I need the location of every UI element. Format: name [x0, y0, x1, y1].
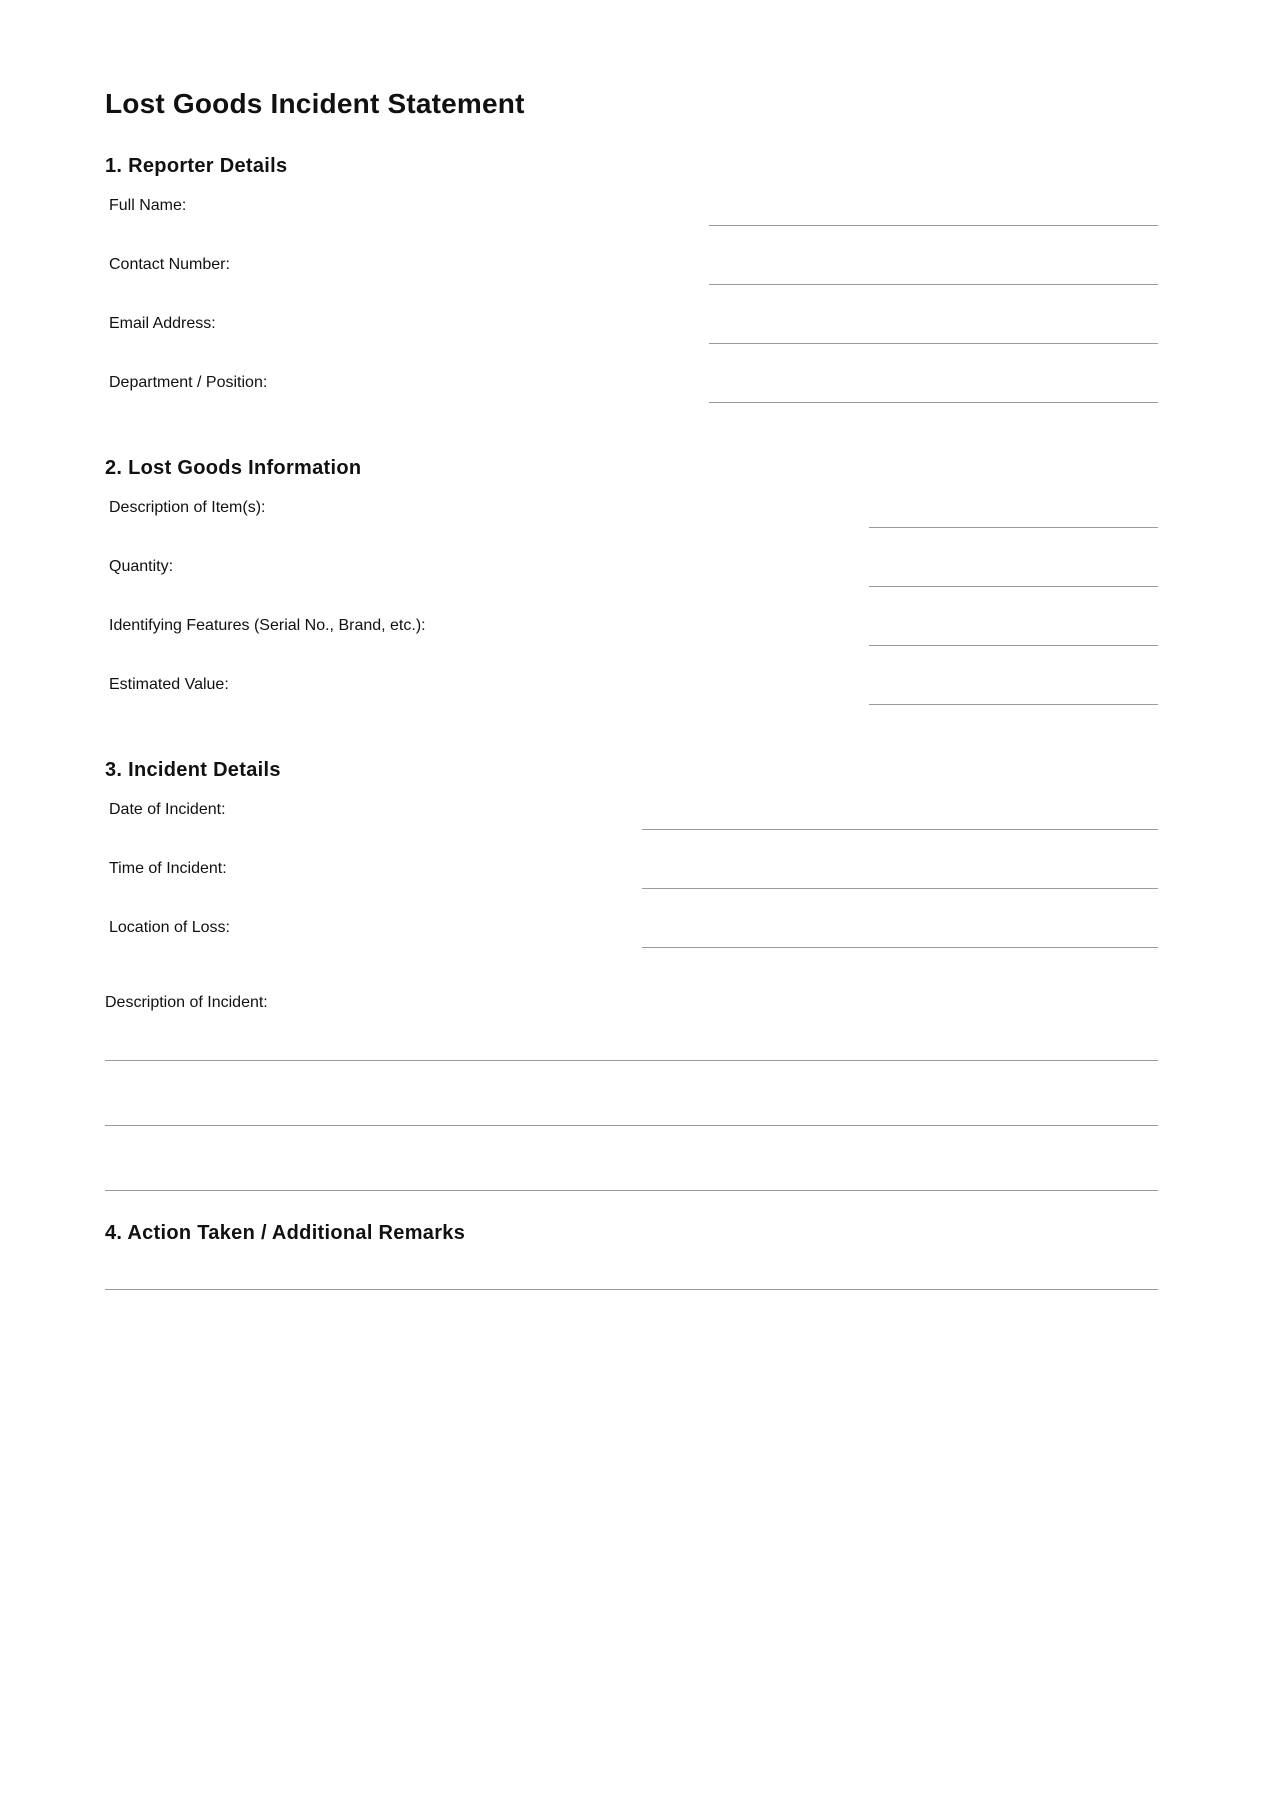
section-heading-incident: 3. Incident Details: [105, 759, 281, 781]
identifying-features-line[interactable]: [869, 645, 1158, 646]
section-heading-lost-goods: 2. Lost Goods Information: [105, 457, 362, 479]
incident-date-line[interactable]: [642, 829, 1158, 830]
quantity-label: Quantity:: [109, 558, 174, 575]
full-name-label: Full Name:: [109, 197, 187, 214]
item-description-label: Description of Item(s):: [109, 499, 266, 516]
quantity-line[interactable]: [869, 586, 1158, 587]
contact-number-line[interactable]: [709, 284, 1158, 285]
incident-time-line[interactable]: [642, 888, 1158, 889]
loss-location-row: [109, 919, 1158, 959]
department-position-line[interactable]: [709, 402, 1158, 403]
identifying-features-row: [109, 617, 1158, 657]
email-address-row: [109, 315, 1158, 355]
email-address-line[interactable]: [709, 343, 1158, 344]
item-description-row: [109, 499, 1158, 539]
incident-description-line-1[interactable]: [105, 1060, 1158, 1061]
remarks-line[interactable]: [105, 1289, 1158, 1290]
incident-date-row: [109, 801, 1158, 841]
estimated-value-label: Estimated Value:: [109, 676, 229, 693]
contact-number-label: Contact Number:: [109, 256, 230, 273]
incident-date-label: Date of Incident:: [109, 801, 226, 818]
incident-time-label: Time of Incident:: [109, 860, 227, 877]
item-description-line[interactable]: [869, 527, 1158, 528]
section-heading-reporter: 1. Reporter Details: [105, 155, 288, 177]
section-heading-remarks: 4. Action Taken / Additional Remarks: [105, 1222, 466, 1244]
incident-description-line-2[interactable]: [105, 1125, 1158, 1126]
department-position-row: [109, 374, 1158, 414]
loss-location-line[interactable]: [642, 947, 1158, 948]
incident-description-line-3[interactable]: [105, 1190, 1158, 1191]
loss-location-label: Location of Loss:: [109, 919, 230, 936]
department-position-label: Department / Position:: [109, 374, 268, 391]
identifying-features-label: Identifying Features (Serial No., Brand, etc.):: [109, 617, 426, 634]
full-name-row: [109, 197, 1158, 237]
incident-description-label: Description of Incident:: [105, 994, 268, 1011]
page-title: Lost Goods Incident Statement: [105, 88, 525, 119]
email-address-label: Email Address:: [109, 315, 216, 332]
full-name-line[interactable]: [709, 225, 1158, 226]
contact-number-row: [109, 256, 1158, 296]
estimated-value-row: [109, 676, 1158, 716]
estimated-value-line[interactable]: [869, 704, 1158, 705]
incident-time-row: [109, 860, 1158, 900]
quantity-row: [109, 558, 1158, 598]
